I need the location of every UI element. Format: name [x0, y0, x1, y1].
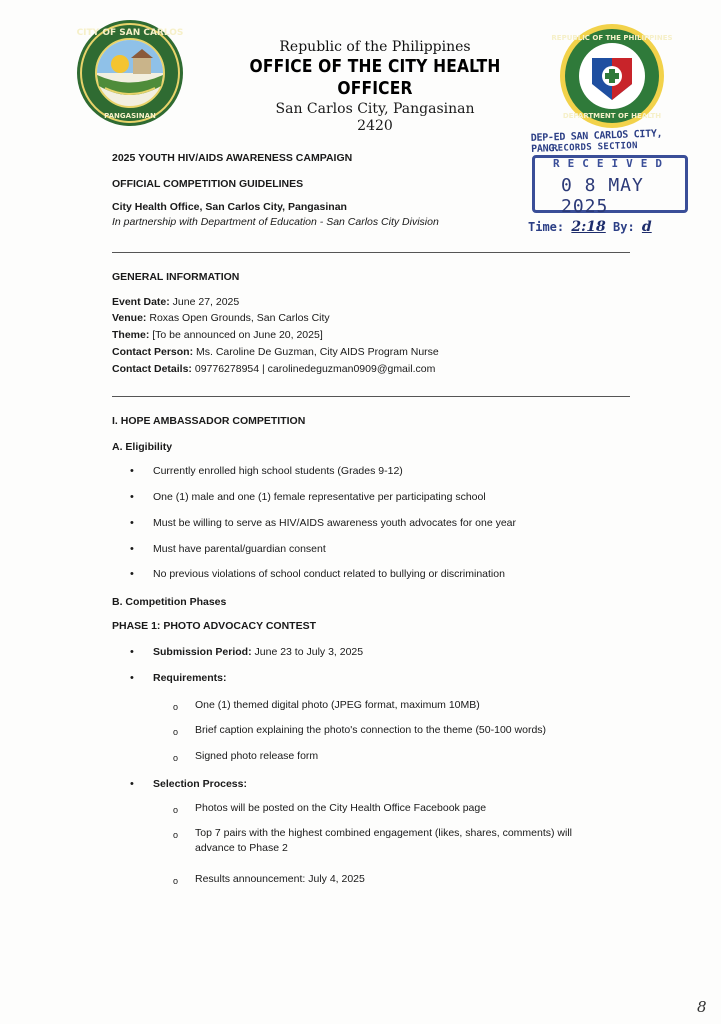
- eligibility-item: One (1) male and one (1) female representative per participating school: [153, 491, 486, 503]
- requirement-item: Brief caption explaining the photo's connection to the theme (50-100 words): [195, 724, 547, 736]
- requirement-item: Signed photo release form: [195, 750, 319, 762]
- selection-label: Selection Process:: [153, 778, 247, 790]
- list-item: [130, 645, 363, 660]
- stamp-by-value: d: [641, 219, 652, 235]
- stamp-box: [532, 155, 688, 217]
- phase1-heading: PHASE 1: PHOTO ADVOCACY CONTEST: [112, 620, 317, 632]
- svg-text:CITY OF SAN CARLOS: CITY OF SAN CARLOS: [76, 28, 184, 38]
- selection-item: Photos will be posted on the City Health Office Facebook page: [195, 802, 487, 814]
- page-number: 8: [697, 998, 707, 1016]
- list-item: [130, 490, 486, 505]
- city-seal-logo: [75, 18, 185, 128]
- guidelines-title: OFFICIAL COMPETITION GUIDELINES: [112, 178, 304, 190]
- city-line: San Carlos City, Pangasinan: [275, 101, 475, 117]
- general-heading: GENERAL INFORMATION: [112, 271, 240, 283]
- phases-heading: B. Competition Phases: [112, 596, 227, 608]
- svg-text:PANGASINAN: PANGASINAN: [104, 112, 156, 120]
- list-item: [130, 567, 505, 582]
- stamp-time-line: [528, 219, 652, 235]
- republic-line: Republic of the Philippines: [279, 39, 471, 55]
- contact-details: [112, 362, 435, 377]
- list-item: [130, 671, 227, 686]
- campaign-title: 2025 YOUTH HIV/AIDS AWARENESS CAMPAIGN: [112, 152, 353, 164]
- partnership-line: In partnership with Department of Education - San Carlos City Division: [112, 216, 439, 228]
- received-stamp: [528, 128, 688, 238]
- svg-text:REPUBLIC OF THE PHILIPPINES: REPUBLIC OF THE PHILIPPINES: [551, 34, 673, 42]
- theme-value: [To be announced on June 20, 2025]: [149, 329, 323, 341]
- list-item: [130, 464, 403, 479]
- submission-value: June 23 to July 3, 2025: [251, 646, 364, 658]
- eligibility-item: No previous violations of school conduct related to bullying or discrimination: [153, 568, 505, 580]
- event-label: Event Date:: [112, 296, 170, 308]
- requirement-item: One (1) themed digital photo (JPEG format, maximum 10MB): [195, 699, 480, 711]
- event-value: June 27, 2025: [169, 296, 240, 308]
- divider: [112, 252, 630, 253]
- details-value: 09776278954 | carolinedeguzman0909@gmail.com: [191, 363, 436, 375]
- zip-code: 2420: [357, 118, 393, 134]
- contact-person: [112, 345, 439, 360]
- venue-label: Venue:: [112, 312, 147, 324]
- requirements-label: Requirements:: [153, 672, 227, 684]
- eligibility-item: Must have parental/guardian consent: [153, 543, 326, 555]
- sub-list-item: o Top 7 pairs with the highest combined engagement (likes, shares, comments) will: [173, 827, 573, 840]
- letterhead: [190, 38, 560, 135]
- sub-list-item: o Brief caption explaining the photo's connection to the theme (50-100 words): [173, 724, 547, 737]
- list-item: [130, 777, 247, 792]
- stamp-received: RECEIVED: [553, 157, 670, 170]
- venue-value: Roxas Open Grounds, San Carlos City: [146, 312, 330, 324]
- list-item: [130, 542, 326, 557]
- event-date: [112, 295, 239, 310]
- selection-item: advance to Phase 2: [195, 842, 288, 854]
- submission-label: Submission Period:: [153, 646, 252, 658]
- contact-value: Ms. Caroline De Guzman, City AIDS Program Nurse: [193, 346, 439, 358]
- stamp-time-label: Time:: [528, 220, 565, 234]
- office-name: City Health Office, San Carlos City, Pangasinan: [112, 201, 347, 213]
- svg-text:DEPARTMENT OF HEALTH: DEPARTMENT OF HEALTH: [562, 112, 662, 120]
- stamp-time-value: 2:18: [571, 219, 606, 235]
- venue: [112, 311, 330, 326]
- divider: [112, 396, 630, 397]
- theme-label: Theme:: [112, 329, 150, 341]
- sub-list-item: o One (1) themed digital photo (JPEG format, maximum 10MB): [173, 699, 480, 712]
- theme: [112, 328, 323, 343]
- doh-seal-logo: [551, 22, 673, 130]
- selection-item: Top 7 pairs with the highest combined engagement (likes, shares, comments) will: [195, 827, 573, 839]
- stamp-by-label: By:: [613, 220, 635, 234]
- contact-label: Contact Person:: [112, 346, 194, 358]
- list-item: [130, 516, 516, 531]
- eligibility-item: Currently enrolled high school students (Grades 9-12): [153, 465, 403, 477]
- section-heading: I. HOPE AMBASSADOR COMPETITION: [112, 415, 306, 427]
- selection-item: Results announcement: July 4, 2025: [195, 873, 365, 885]
- details-label: Contact Details:: [112, 363, 192, 375]
- sub-list-item: o Signed photo release form: [173, 750, 319, 763]
- eligibility-item: Must be willing to serve as HIV/AIDS awareness youth advocates for one year: [153, 517, 517, 529]
- eligibility-heading: A. Eligibility: [112, 441, 173, 453]
- stamp-date: 0 8 MAY 2025: [561, 175, 644, 217]
- stamp-office: DEP-ED SAN CARLOS CITY, PANG.: [530, 128, 663, 155]
- office-title: OFFICE OF THE CITY HEALTH OFFICER: [249, 56, 501, 99]
- sub-list-item-continuation: [173, 841, 288, 856]
- sub-list-item: o Results announcement: July 4, 2025: [173, 873, 365, 886]
- stamp-section: RECORDS SECTION: [551, 141, 638, 154]
- sub-list-item: o Photos will be posted on the City Health Office Facebook page: [173, 802, 487, 815]
